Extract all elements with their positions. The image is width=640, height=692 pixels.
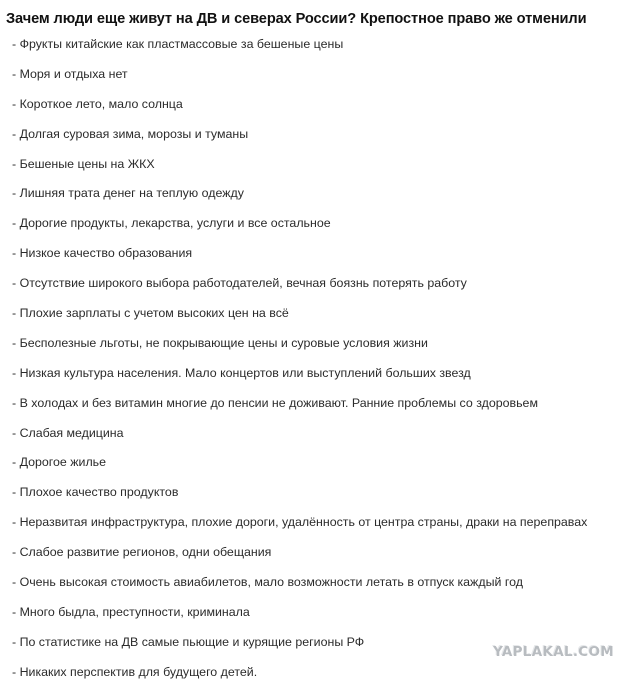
list-item: - Отсутствие широкого выбора работодателей, вечная боязнь потерять работу: [12, 276, 467, 291]
list-item: - Низкое качество образования: [12, 246, 193, 261]
list-item: - Низкая культура населения. Мало концертов или выступлений больших звезд: [12, 365, 471, 380]
list-item: - Плохие зарплаты с учетом высоких цен на всё: [12, 306, 289, 321]
list-item: - Моря и отдыха нет: [12, 66, 128, 81]
list-item: - Лишняя трата денег на теплую одежду: [12, 186, 244, 201]
list-item: - Фрукты китайские как пластмассовые за бешеные цены: [12, 37, 344, 51]
list-item: - Дорогие продукты, лекарства, услуги и все остальное: [12, 216, 331, 231]
list-item: - По статистике на ДВ самые пьющие и курящие регионы РФ: [12, 634, 365, 649]
list-item: - Очень высокая стоимость авиабилетов, мало возможности летать в отпуск каждый год: [12, 575, 523, 590]
post-title: Зачем люди еще живут на ДВ и северах России? Крепостное право же отменили: [6, 11, 587, 27]
list-item: - Плохое качество продуктов: [12, 485, 179, 500]
site-watermark: YAPLAKAL.COM: [493, 644, 614, 660]
list-item: - Короткое лето, мало солнца: [12, 96, 183, 111]
list-item: - Никаких перспектив для будущего детей.: [12, 664, 258, 679]
list-item: - Неразвитая инфраструктура, плохие дороги, удалённость от центра страны, драки на переправах: [12, 515, 588, 530]
list-item: - Бешеные цены на ЖКХ: [12, 156, 155, 171]
list-item: - Дорогое жилье: [12, 455, 107, 470]
list-item: - Долгая суровая зима, морозы и туманы: [12, 126, 249, 141]
list-item: - Бесполезные льготы, не покрывающие цены и суровые условия жизни: [12, 335, 428, 350]
reasons-list: [12, 34, 587, 692]
list-item: - Слабое развитие регионов, одни обещания: [12, 545, 272, 560]
list-item: - Слабая медицина: [12, 425, 124, 440]
list-item: - Много быдла, преступности, криминала: [12, 604, 250, 619]
list-item: - В холодах и без витамин многие до пенсии не доживают. Ранние проблемы со здоровьем: [12, 395, 538, 410]
